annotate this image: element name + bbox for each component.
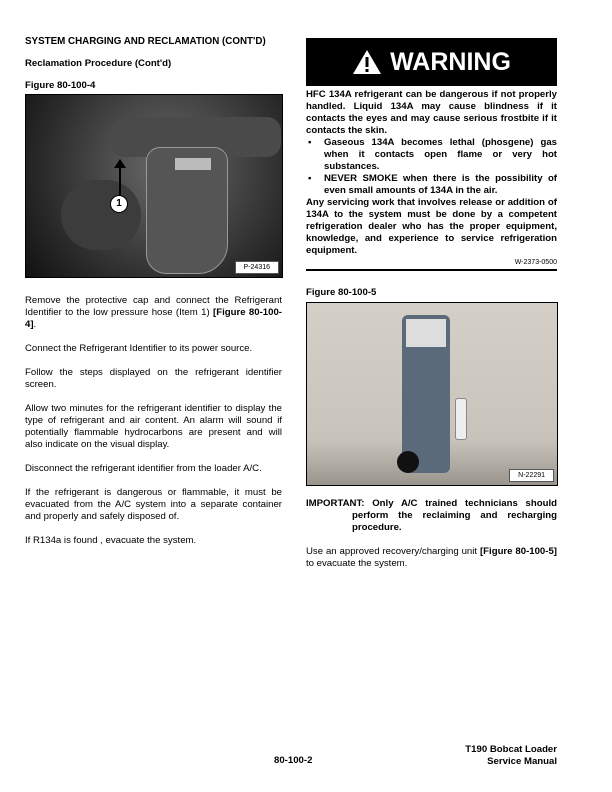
figure1-label: Figure 80-100-4 — [25, 80, 96, 91]
warning-code: W-2373-0500 — [514, 259, 557, 266]
bullet-icon: ▪ — [308, 173, 312, 184]
callout-arrow — [119, 163, 121, 197]
warning-bullet — [306, 173, 557, 197]
gauge-panel — [406, 319, 446, 347]
warning-triangle-icon — [352, 49, 382, 75]
important-text: Only A/C trained technicians should perform the reclaiming and recharging procedure. — [352, 498, 557, 533]
wheel — [397, 451, 419, 473]
warning-bullet — [306, 137, 557, 173]
paragraph-tail: . — [33, 319, 37, 330]
important-label: IMPORTANT: — [306, 498, 365, 509]
figure2-label: Figure 80-100-5 — [306, 287, 377, 298]
page-number: 80-100-2 — [274, 755, 313, 766]
warning-intro: HFC 134A refrigerant can be dangerous if not properly handled. Liquid 134A may cause blindness if it contacts the eyes and may cause serious frostbite if it contacts the skin. — [306, 89, 557, 136]
left-column-text — [25, 295, 282, 547]
paragraph-text: Remove the protective cap and connect the Refrigerant Identifier to the low pressure hose (Item 1) — [25, 295, 282, 318]
refrigerant-identifier-device — [146, 147, 228, 274]
paragraph: Allow two minutes for the refrigerant identifier to display the type of refrigerant and air content. An alarm will sound if potentially flammable hydrocarbons are present and will also indicate on the visual display. — [25, 403, 282, 450]
bullet-icon: ▪ — [308, 137, 312, 148]
paragraph-text: Use an approved recovery/charging unit — [306, 546, 480, 557]
photo-id: P-24316 — [235, 261, 279, 274]
paragraph: If the refrigerant is dangerous or flammable, it must be evacuated from the A/C system into a separate container and properly and safely disposed of. — [25, 487, 282, 522]
paragraph: If R134a is found , evacuate the system. — [25, 535, 197, 546]
arrow-head-icon — [114, 159, 126, 168]
callout-number: 1 — [110, 195, 128, 213]
figure-reference: [Figure 80-100-5] — [479, 546, 557, 557]
warning-outro: Any servicing work that involves release or addition of 134A to the system must be done by a competent refrigeration dealer who has the proper equipment, knowledge, and experience to service refrigeration equipment. — [306, 197, 557, 256]
paragraph — [25, 295, 282, 331]
bullet-text: Gaseous 134A becomes lethal (phosgene) gas when it contacts open flame or very hot substances. — [324, 137, 557, 172]
figure-reference: [Figure 80-100-4] — [25, 307, 282, 330]
footer-product: T190 Bobcat Loader — [465, 744, 557, 755]
compressor — [61, 180, 141, 250]
warning-banner — [306, 38, 557, 86]
important-note — [306, 498, 557, 534]
paragraph: Connect the Refrigerant Identifier to its power source. — [25, 343, 253, 354]
footer-manual: Service Manual — [487, 756, 557, 767]
photo-id: N-22291 — [509, 469, 554, 482]
warning-body — [306, 89, 557, 257]
paragraph: Follow the steps displayed on the refrigerant identifier screen. — [25, 367, 282, 390]
recovery-charging-unit — [402, 315, 450, 473]
figure1-photo — [25, 94, 283, 278]
paragraph-tail: to evacuate the system. — [306, 558, 408, 569]
section-title: SYSTEM CHARGING AND RECLAMATION (CONT'D) — [25, 36, 266, 47]
subsection-title: Reclamation Procedure (Cont'd) — [25, 58, 172, 69]
device-screen — [175, 158, 211, 170]
paragraph: Disconnect the refrigerant identifier from the loader A/C. — [25, 463, 262, 474]
bullet-text: NEVER SMOKE when there is the possibility of even small amounts of 134A in the air. — [324, 173, 557, 196]
paragraph — [306, 546, 557, 570]
tank — [455, 398, 467, 440]
warning-divider — [306, 269, 557, 271]
warning-title: WARNING — [390, 48, 511, 76]
figure2-photo — [306, 302, 558, 486]
